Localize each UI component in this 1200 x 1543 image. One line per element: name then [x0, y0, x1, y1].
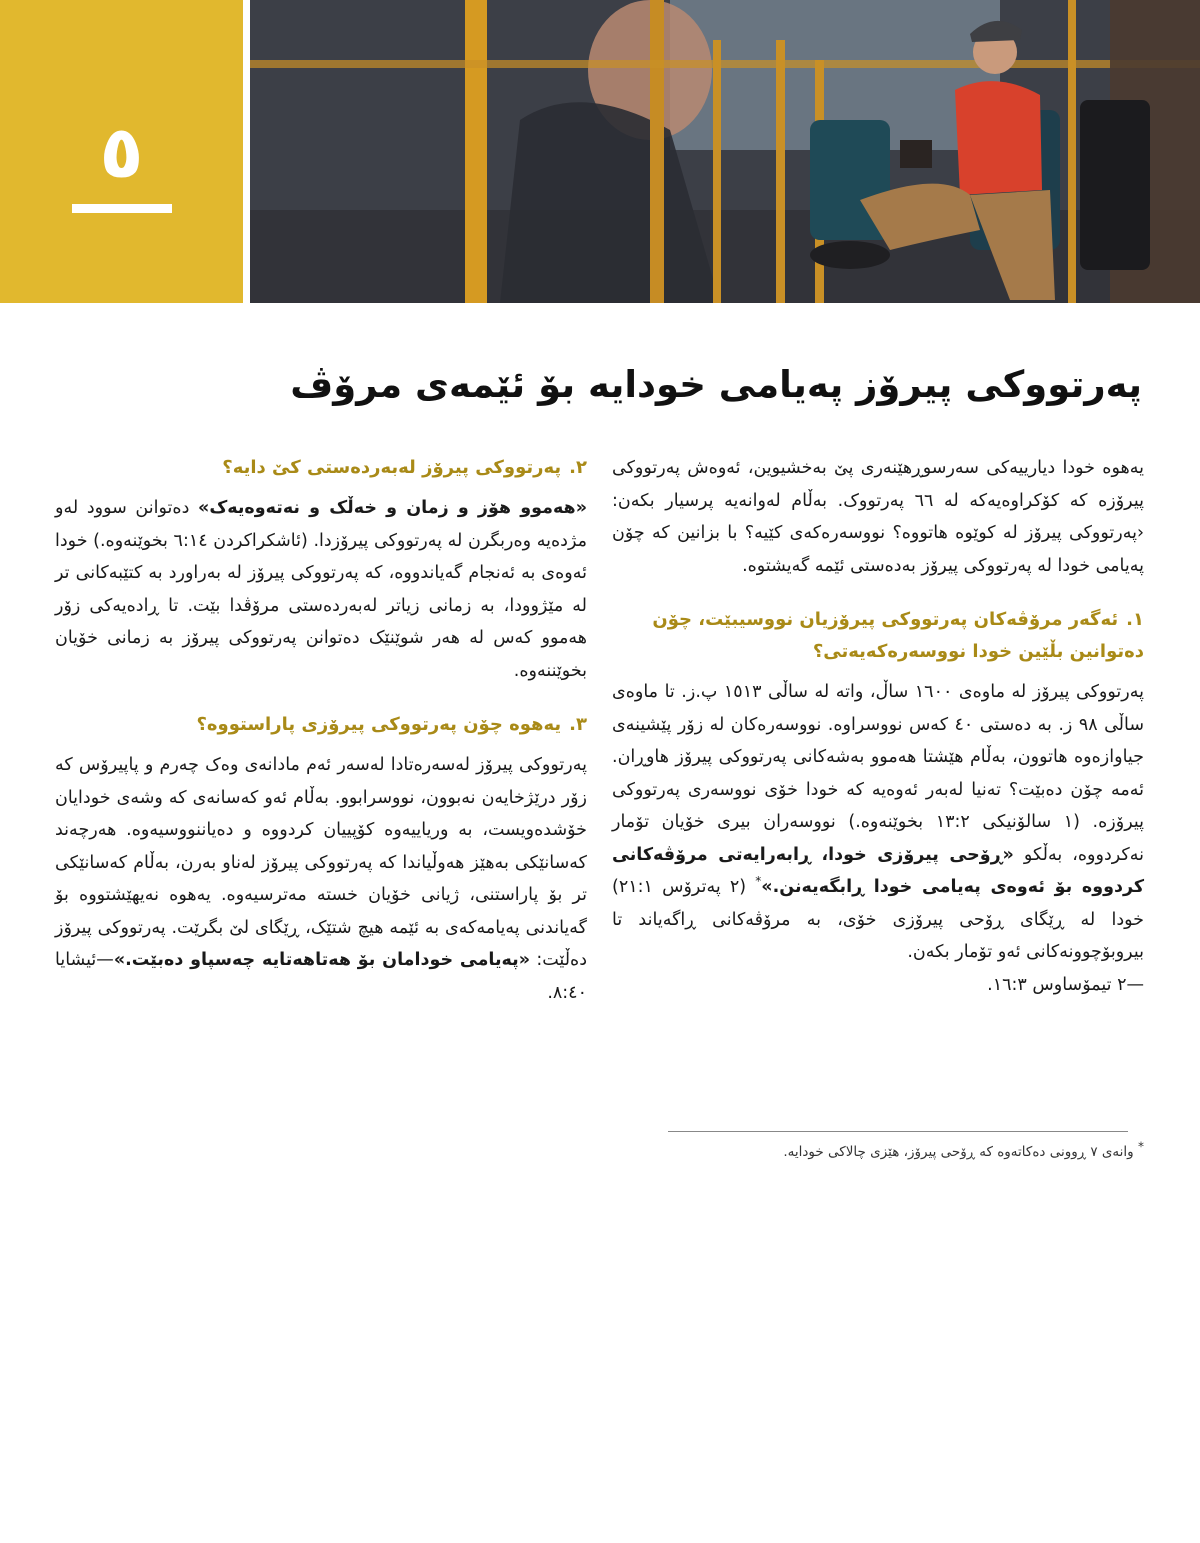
section-1-text-b: (٢ پەترۆس ٢١:١) خودا لە ڕێگای ڕۆحی پیرۆزی خۆی، بە مرۆڤەکانی ڕاگەیاند تا بیروبۆچوونەکانی ئەو تۆمار بکەن.	[612, 877, 1144, 962]
section-1-text-a: پەرتووکی پیرۆز لە ماوەی ١٦٠٠ ساڵ، واتە لە ساڵی ١٥١٣ پ.ز. تا ماوەی ساڵی ٩٨ ز. بە دەستی ٤٠ کەس نووسراوە. نووسەرەکان لە زۆر پێشینەی جیاوازەوە هاتوون، بەڵام هێشتا هەموو بەشەکانی پەرتووکی پیرۆز هاوڕان. ئەمە چۆن دەبێت؟ تەنیا لەبەر ئەوەیە کە خودا خۆی نووسەری پەرتووکی پیرۆزە. (١ سالۆنیکی ١٣:٢ بخوێنەوە.) نووسەران بیری خۆیان تۆمار نەکردووە، بەڵکو	[612, 682, 1145, 865]
footnote-mark: *	[1138, 1139, 1144, 1154]
section-1-question	[612, 604, 1144, 668]
section-3-bold-quote: «پەیامی خودامان بۆ هەتاهەتایە چەسپاو دەبێت.»	[113, 950, 531, 970]
section-1-question-text: ئەگەر مرۆڤەکان پەرتووکی پیرۆزیان نووسیبێت، چۆن دەتوانین بڵێین خودا نووسەرەکەیەتی؟	[652, 609, 1144, 662]
footnote	[612, 1140, 1144, 1164]
section-1-body	[612, 676, 1144, 1001]
section-3-body	[55, 749, 587, 1009]
section-3-question-text: یەهوە چۆن پەرتووکی پیرۆزی پاراستووە؟	[196, 714, 562, 735]
section-1-bold-quote: «ڕۆحی پیرۆزی خودا، ڕابەرایەتی مرۆڤەکانی کردووە بۆ ئەوەی پەیامی خودا ڕابگەیەنن.»	[612, 844, 1145, 897]
footnote-reference-mark: *	[755, 874, 762, 889]
lesson-number-badge	[0, 0, 243, 303]
section-3-number: ٣.	[569, 714, 587, 735]
hero-illustration	[250, 0, 1200, 303]
page-title: پەرتووکی پیرۆز پەیامی خودایە بۆ ئێمەی مرۆڤ	[290, 363, 1142, 406]
section-2-body	[55, 492, 587, 687]
section-3-text: پەرتووکی پیرۆز لەسەرەتادا لەسەر ئەم مادانەی وەک چەرم و پاپیرۆس کە زۆر درێژخایەن نەبوون، نووسرابوو. بەڵام ئەو کەسانەی کە وشەی خودایان خۆشدەویست، بە وریاییەوە کۆپییان کردووە و دەیاننووسیەوە. هەرچەند کەسانێکی بەهێز هەوڵیاندا کە پەرتووکی پیرۆز لەناو بەرن، بەڵام کەسانێکی تر بۆ پاراستنی، ژیانی خۆیان خستە مەترسیەوە. یەهوە نەیهێشتووە بۆ گەیاندنی پەیامەکەی بە ئێمە هیچ شتێک، ڕێگای لێ بگرێت. پەرتووکی پیرۆز دەڵێت:	[55, 755, 587, 970]
section-3-scripture-ref: —ئیشایا ٨:٤٠.	[55, 950, 587, 1003]
intro-paragraph: یەهوە خودا دیارییەکی سەرسوڕهێنەری پێ بەخشیوین، ئەوەش پەرتووکی پیرۆزە کە کۆکراوەیەکە لە ٦٦ پەرتووک. بەڵام لەوانەیە پرسیار بکەن: ‹پەرتووکی پیرۆز لە کوێوە هاتووە؟ نووسەرەکەی کێیە؟ با بزانین کە چۆن پەیامی خودا لە پەرتووکی پیرۆز بەدەستی ئێمە گەیشتوە.	[612, 458, 1144, 576]
section-2-bold-quote: «هەموو هۆز و زمان و خەڵک و نەتەوەیەک»	[198, 498, 587, 518]
lesson-number-underline	[72, 204, 172, 213]
lesson-number: ٥	[99, 110, 144, 194]
footnote-divider	[668, 1131, 1128, 1132]
section-2-question-text: پەرتووکی پیرۆز لەبەردەستی کێ دایە؟	[222, 457, 562, 478]
hero-photo	[250, 0, 1200, 303]
section-1-scripture-ref: —٢ تیمۆساوس ١٦:٣.	[987, 974, 1144, 995]
left-column	[55, 452, 587, 1031]
section-2-text: دەتوانن سوود لەو مژدەیە وەربگرن لە پەرتووکی پیرۆزدا. (ئاشکراکردن ٦:١٤ بخوێنەوە.) خودا ئەوەی بە ئەنجام گەیاندووە، کە پەرتووکی پیرۆز لە بەراورد بە کتێبەکانی تر لە مێژوودا، بە زمانی زیاتر لەبەردەستی مرۆڤدا بێت. تا ڕادەیەکی زۆر هەموو کەس لە هەر شوێنێک دەتوانن پەرتووکی پیرۆز بە زمانی خۆیان بخوێننەوە.	[55, 498, 587, 681]
section-3-question	[55, 709, 587, 741]
section-1-number: ١.	[1126, 609, 1144, 630]
footnote-text: وانەی ٧ ڕوونی دەکاتەوە کە ڕۆحی پیرۆز، هێزی چالاکی خودایە.	[783, 1144, 1134, 1160]
section-2-number: ٢.	[569, 457, 587, 478]
right-column	[612, 452, 1144, 1023]
section-2-question	[55, 452, 587, 484]
